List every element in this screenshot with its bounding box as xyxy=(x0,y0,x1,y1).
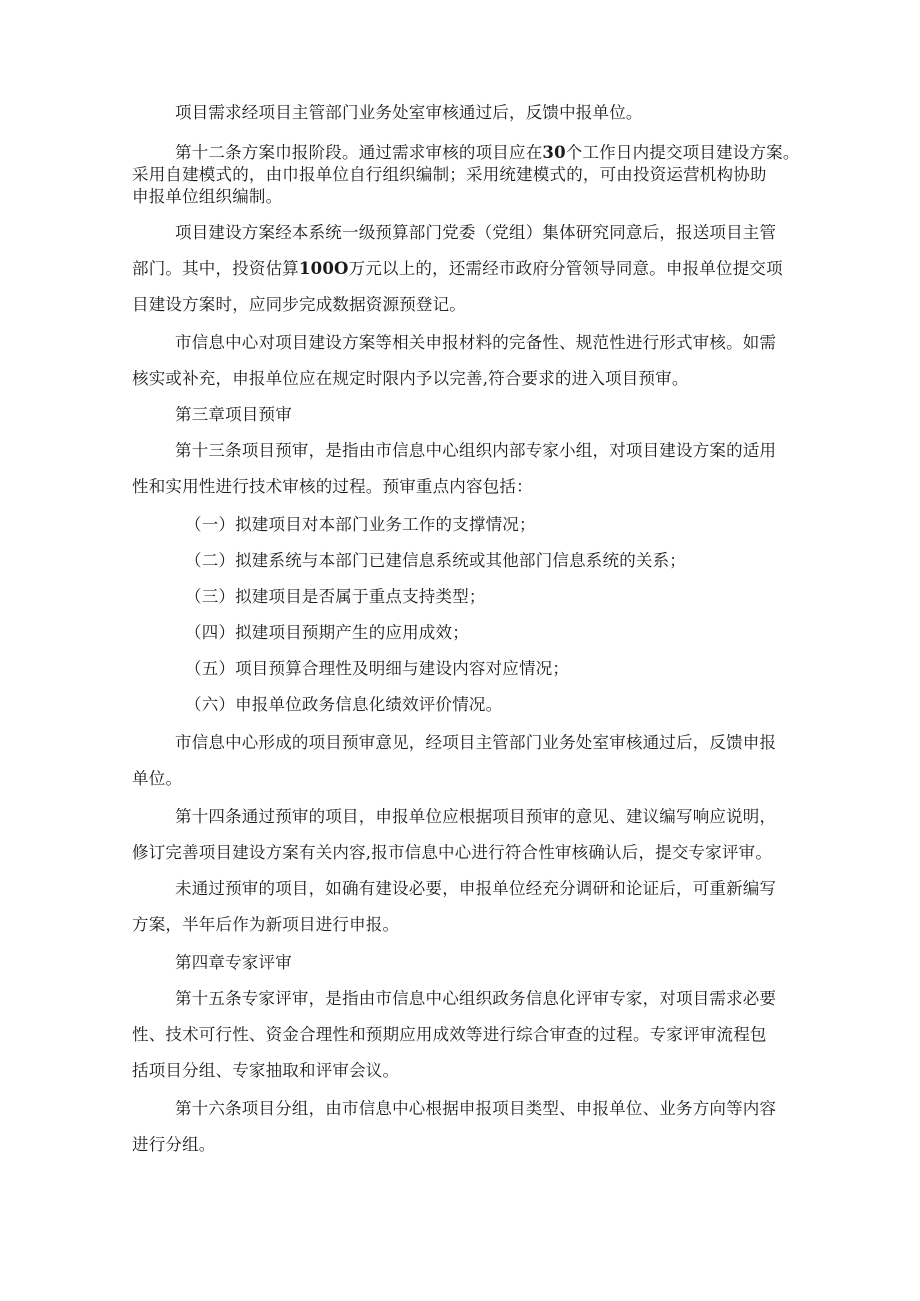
info-para-line-2: 核实或补充，申报单位应在规定时限内予以完善,符合要求的进入项目预审。 xyxy=(132,369,689,388)
article-14-line-1: 第十四条通过预审的项目，申报单位应根据项目预审的意见、建议编写响应说明， xyxy=(175,807,777,826)
text-span: 个工作日内提交项目建设方案。 xyxy=(565,143,800,162)
article-15-line-2: 性、技术可行性、资金合理性和预期应用成效等进行综合审查的过程。专家评审流程包 xyxy=(132,1025,767,1044)
article-13-line-2: 性和实用性进行技术审核的过程。预审重点内容包括： xyxy=(132,477,533,496)
text-span: 第十二条方案巾报阶段。通过需求审核的项目应在 xyxy=(175,143,543,162)
article-12-line-2: 采用自建模式的，由巾报单位自行组织编制；采用统建模式的，可由投资运营机构协助 xyxy=(132,165,767,184)
text-line: 项目需求经项目主管部门业务处室审核通过后，反馈中报单位。 xyxy=(175,103,643,122)
list-item: （一）拟建项目对本部门业务工作的支撑情况； xyxy=(185,515,536,534)
list-item: （五）项目预算合理性及明细与建设内容对应情况； xyxy=(185,659,570,678)
article-12-line-3: 申报单位组织编制。 xyxy=(132,187,283,206)
article-14-line-2: 修订完善项目建设方案有关内容,报市信息中心进行符合性审核确认后，提交专家评审。 xyxy=(132,843,773,862)
article-15-line-3: 括项目分组、专家抽取和评审会议。 xyxy=(132,1061,400,1080)
plan-para-line-2 xyxy=(132,256,783,282)
article-16-line-2: 进行分组。 xyxy=(132,1135,216,1154)
number-span: 30 xyxy=(542,143,566,162)
list-item: （三）拟建项目是否属于重点支持类型； xyxy=(185,587,486,606)
text-span: 万元以上的，还需经市政府分管领导同意。申报单位提交项 xyxy=(348,259,783,278)
number-span: 100O xyxy=(299,259,349,278)
pre-review-line-1: 市信息中心形成的项目预审意见，经项目主管部门业务处室审核通过后，反馈申报 xyxy=(175,733,777,752)
chapter-3-heading: 第三章项目预审 xyxy=(175,405,292,424)
info-para-line-1: 市信息中心对项目建设方案等相关申报材料的完备性、规范性进行形式审核。如需 xyxy=(175,333,777,352)
text-span: 部门。其中，投资估算 xyxy=(132,259,299,278)
plan-para-line-3: 目建设方案时，应同步完成数据资源预登记。 xyxy=(132,295,466,314)
list-item: （四）拟建项目预期产生的应用成效； xyxy=(185,623,469,642)
list-item: （二）拟建系统与本部门已建信息系统或其他部门信息系统的关系； xyxy=(185,551,686,570)
list-item: （六）申报单位政务信息化绩效评价情况。 xyxy=(185,695,503,714)
chapter-4-heading: 第四章专家评审 xyxy=(175,953,292,972)
article-15-line-1: 第十五条专家评审，是指由市信息中心组织政务信息化评审专家，对项目需求必要 xyxy=(175,989,777,1008)
plan-para-line-1: 项目建设方案经本系统一级预算部门党委（党组）集体研究同意后，报送项目主管 xyxy=(175,223,777,242)
failed-line-2: 方案，半年后作为新项目进行申报。 xyxy=(132,915,400,934)
article-16-line-1: 第十六条项目分组，由市信息中心根据申报项目类型、申报单位、业务方向等内容 xyxy=(175,1099,777,1118)
failed-line-1: 未通过预审的项目，如确有建设必要，申报单位经充分调研和论证后，可重新编写 xyxy=(175,879,777,898)
pre-review-line-2: 单位。 xyxy=(132,769,183,788)
article-13-line-1: 第十三条项目预审，是指由市信息中心组织内部专家小组，对项目建设方案的适用 xyxy=(175,441,777,460)
